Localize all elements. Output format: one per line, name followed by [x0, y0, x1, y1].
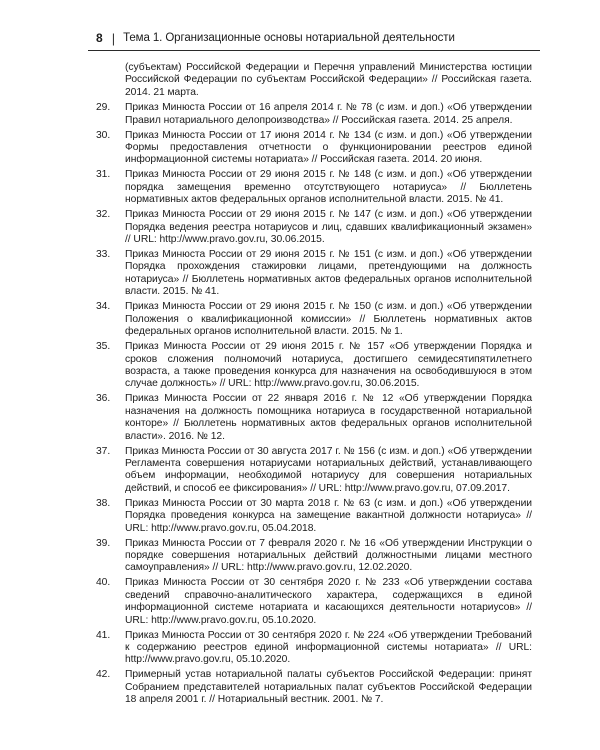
- continued-reference-text: (субъектам) Российской Федерации и Перечня управлений Министерства юстиции Российской Федерации по субъектам Российской Федерации» // Российская газета. 2014. 21 марта.: [125, 62, 532, 98]
- reference-text: Приказ Минюста России от 30 августа 2017 г. № 156 (с изм. и доп.) «Об утверждении Регламента совершения нотариусами нотариальных действий, устанавливающего объем информации, необходимой нотариусу для совершения нотариальных действий, и способ ее фиксирования» // URL: http://www.pravo.gov.ru, 07.09.2017.: [125, 445, 532, 494]
- reference-item: [96, 169, 532, 206]
- reference-number: 38.: [96, 497, 111, 509]
- reference-number: 32.: [96, 209, 111, 221]
- reference-text: Приказ Минюста России от 30 марта 2018 г. № 63 (с изм. и доп.) «Об утверждении Порядка проведения конкурса на замещение вакантной должности нотариуса» // URL: http://www.pravo.gov.ru, 05.04.2018.: [125, 497, 532, 534]
- reference-number: 33.: [96, 249, 111, 261]
- reference-text: Приказ Минюста России от 30 сентября 2020 г. № 233 «Об утверждении состава сведений справочно-аналитического характера, содержащихся в единой информационной системе нотариата и касающихся деятельности нотариусов» // URL: http://www.pravo.gov.ru, 05.10.2020.: [125, 577, 532, 626]
- reference-item: [96, 538, 532, 575]
- reference-item: [96, 393, 532, 443]
- reference-number: 31.: [96, 169, 111, 181]
- running-title: Тема 1. Организационные основы нотариальной деятельности: [123, 32, 455, 44]
- reference-list: [96, 102, 532, 706]
- reference-number: 41.: [96, 629, 111, 641]
- reference-text: Приказ Минюста России от 17 июня 2014 г. № 134 (с изм. и доп.) «Об утверждении Формы предоставления отчетности о функционировании реестров единой информационной системы нотариата» // Российская газета. 2014. 20 июня.: [125, 129, 532, 166]
- reference-text: Приказ Минюста России от 29 июня 2015 г. № 148 (с изм. и доп.) «Об утверждении порядка замещения временно отсутствующего нотариуса» // Бюллетень нормативных актов федеральных органов исполнительной власти. 2015. № 41.: [125, 169, 532, 206]
- reference-number: 35.: [96, 341, 111, 353]
- reference-number: 37.: [96, 445, 111, 457]
- reference-text: Примерный устав нотариальной палаты субъектов Российской Федерации: принят Собранием представителей нотариальных палат субъектов Российской Федерации 18 апреля 2001 г. // Нотариальный вестник. 2001. № 7.: [125, 669, 532, 706]
- reference-text: Приказ Минюста России от 7 февраля 2020 г. № 16 «Об утверждении Инструкции о порядке совершения нотариальных действий должностными лицами местного самоуправления» // URL: http://www.pravo.gov.ru, 12.02.2020.: [125, 537, 532, 574]
- header-divider: [88, 50, 540, 51]
- reference-number: 34.: [96, 301, 111, 313]
- reference-item: [96, 249, 532, 299]
- reference-item: [96, 130, 532, 167]
- reference-text: Приказ Минюста России от 22 января 2016 г. № 12 «Об утверждении Порядка назначения на должность помощника нотариуса в государственной нотариальной конторе» // Бюллетень нормативных актов федеральных органов исполнительной власти». 2016. № 12.: [125, 393, 532, 442]
- reference-item: [96, 446, 532, 496]
- page-number: 8: [96, 31, 103, 45]
- reference-text: Приказ Минюста России от 16 апреля 2014 г. № 78 (с изм. и доп.) «Об утверждении Правил нотариального делопроизводства» // Российская газета. 2014. 25 апреля.: [125, 102, 532, 126]
- reference-item: [96, 102, 532, 127]
- reference-text: Приказ Минюста России от 29 июня 2015 г. № 150 (с изм. и доп.) «Об утверждении Положения о квалификационной комиссии» // Бюллетень нормативных актов федеральных органов исполнительной власти. 2015. № 1.: [125, 301, 532, 338]
- reference-number: 36.: [96, 393, 111, 405]
- header-separator: |: [111, 30, 116, 46]
- reference-number: 29.: [96, 102, 111, 114]
- reference-text: Приказ Минюста России от 30 сентября 2020 г. № 224 «Об утверждении Требований к содержанию реестров единой информационной системы нотариата» // URL: http://www.pravo.gov.ru, 05.10.2020.: [125, 629, 532, 666]
- reference-item: [96, 577, 532, 627]
- reference-item: [96, 630, 532, 667]
- reference-text: Приказ Минюста России от 29 июня 2015 г. № 151 (с изм. и доп.) «Об утверждении Порядка прохождения стажировки лицами, претендующими на должность нотариуса» // Бюллетень нормативных актов федеральных органов исполнительной власти. 2015. № 41.: [125, 249, 532, 298]
- reference-number: 30.: [96, 129, 111, 141]
- reference-item: [96, 498, 532, 535]
- reference-item: [96, 301, 532, 338]
- reference-number: 40.: [96, 577, 111, 589]
- reference-item: [96, 209, 532, 246]
- reference-text: Приказ Минюста России от 29 июня 2015 г. № 157 «Об утверждении Порядка и сроков сложения полномочий нотариуса, достигшего семидесятипятилетнего возраста, а также проведения конкурса для назначения на освободившуюся в этом случае должность» // URL: http://www.pravo.gov.ru, 30.06.2015.: [125, 341, 532, 390]
- reference-item: [96, 341, 532, 391]
- reference-list-section: [96, 62, 532, 709]
- running-header: [96, 28, 536, 48]
- reference-item: [96, 669, 532, 706]
- reference-number: 42.: [96, 669, 111, 681]
- reference-text: Приказ Минюста России от 29 июня 2015 г. № 147 (с изм. и доп.) «Об утверждении Порядка ведения реестра нотариусов и лиц, сдавших квалификационный экзамен» // URL: http://www.pravo.gov.ru, 30.06.2015.: [125, 209, 532, 246]
- reference-number: 39.: [96, 537, 111, 549]
